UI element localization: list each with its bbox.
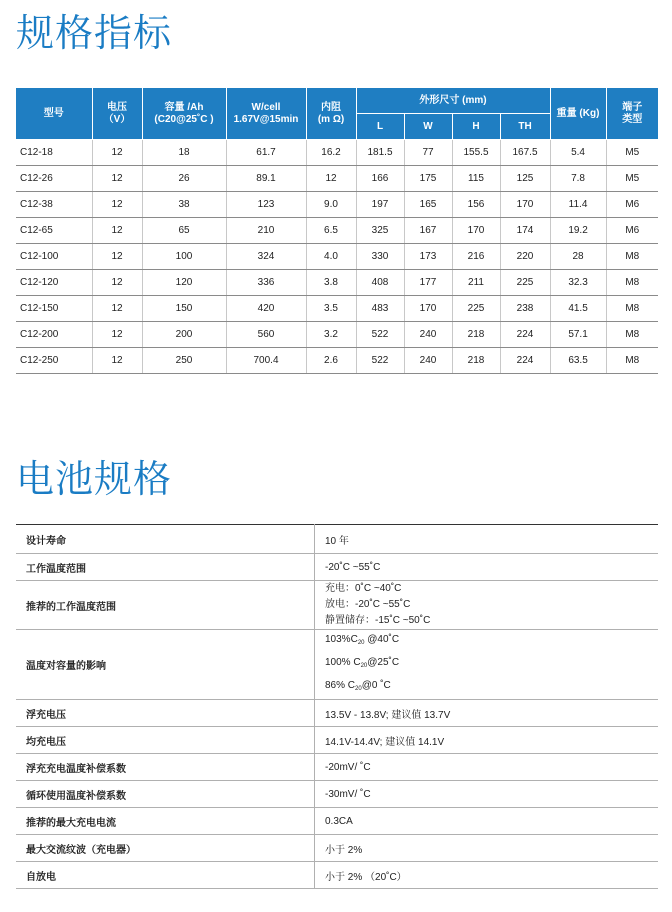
cell-dim-w: 175 — [404, 166, 452, 192]
spec-label: 浮充充电温度补偿系数 — [16, 754, 315, 781]
cell-dim-l: 483 — [356, 296, 404, 322]
list-item — [16, 835, 658, 862]
cell-weight: 11.4 — [550, 192, 606, 218]
spec-value: -30mV/ ˚C — [315, 781, 659, 808]
cell-dim-th: 224 — [500, 322, 550, 348]
cell-model: C12-150 — [16, 296, 92, 322]
cell-dim-h: 218 — [452, 348, 500, 374]
header-terminal: 端子 类型 — [606, 88, 658, 140]
table-row — [16, 166, 658, 192]
header-wcell: W/cell 1.67V@15min — [226, 88, 306, 140]
cell-terminal: M8 — [606, 270, 658, 296]
cell-resistance: 16.2 — [306, 140, 356, 166]
cell-terminal: M8 — [606, 296, 658, 322]
spec-value-line: 放电：-20˚C ~55˚C — [325, 599, 411, 610]
spec-value-line: 静置储存：-15˚C ~50˚C — [325, 615, 431, 626]
cell-dim-w: 177 — [404, 270, 452, 296]
cell-wcell: 210 — [226, 218, 306, 244]
table-row — [16, 192, 658, 218]
spec-value — [315, 630, 659, 700]
cell-dim-h: 155.5 — [452, 140, 500, 166]
battery-spec-table — [16, 524, 658, 889]
cell-weight: 41.5 — [550, 296, 606, 322]
header-dim-th: TH — [500, 114, 550, 140]
cell-weight: 32.3 — [550, 270, 606, 296]
cell-dim-l: 181.5 — [356, 140, 404, 166]
table-row — [16, 218, 658, 244]
spec-label: 自放电 — [16, 862, 315, 889]
spec-table — [16, 88, 658, 374]
cell-terminal: M5 — [606, 166, 658, 192]
cell-model: C12-120 — [16, 270, 92, 296]
header-voltage: 电压 （V） — [92, 88, 142, 140]
spec-value: 14.1V-14.4V; 建议值 14.1V — [315, 727, 659, 754]
header-resistance: 内阻 (m Ω) — [306, 88, 356, 140]
cell-dim-th: 170 — [500, 192, 550, 218]
table-row — [16, 322, 658, 348]
battery-section-title: 电池规格 — [16, 457, 173, 501]
list-item — [16, 862, 658, 889]
list-item — [16, 781, 658, 808]
cell-voltage: 12 — [92, 244, 142, 270]
header-dimensions: 外形尺寸 (mm) — [356, 88, 550, 114]
cell-wcell: 61.7 — [226, 140, 306, 166]
cell-dim-l: 197 — [356, 192, 404, 218]
cell-capacity: 100 — [142, 244, 226, 270]
cell-resistance: 9.0 — [306, 192, 356, 218]
header-dim-h: H — [452, 114, 500, 140]
cell-wcell: 700.4 — [226, 348, 306, 374]
spec-value-line: 86% $C_{20}@0$ ˚C — [325, 680, 391, 692]
cell-dim-th: 238 — [500, 296, 550, 322]
cell-weight: 7.8 — [550, 166, 606, 192]
cell-model: C12-38 — [16, 192, 92, 218]
cell-voltage: 12 — [92, 348, 142, 374]
spec-value-line: 100% $C_{20}@25˚C$ — [325, 657, 400, 669]
cell-weight: 63.5 — [550, 348, 606, 374]
spec-label: 最大交流纹波（充电器） — [16, 835, 315, 862]
spec-value: -20mV/ ˚C — [315, 754, 659, 781]
cell-terminal: M8 — [606, 322, 658, 348]
cell-dim-w: 165 — [404, 192, 452, 218]
cell-resistance: 3.2 — [306, 322, 356, 348]
spec-label: 温度对容量的影响 — [16, 630, 315, 700]
spec-section-title: 规格指标 — [16, 11, 173, 55]
spec-label: 均充电压 — [16, 727, 315, 754]
list-item — [16, 525, 658, 554]
spec-value: 13.5V - 13.8V; 建议值 13.7V — [315, 700, 659, 727]
cell-model: C12-18 — [16, 140, 92, 166]
list-item — [16, 700, 658, 727]
spec-value: -20˚C ~55˚C — [315, 554, 659, 581]
cell-model: C12-65 — [16, 218, 92, 244]
list-item — [16, 581, 658, 630]
cell-capacity: 26 — [142, 166, 226, 192]
spec-label: 浮充电压 — [16, 700, 315, 727]
cell-dim-l: 166 — [356, 166, 404, 192]
cell-dim-h: 156 — [452, 192, 500, 218]
spec-value: 小于 2% （20˚C） — [315, 862, 659, 889]
cell-model: C12-26 — [16, 166, 92, 192]
cell-capacity: 65 — [142, 218, 226, 244]
cell-dim-w: 240 — [404, 322, 452, 348]
table-row — [16, 244, 658, 270]
cell-voltage: 12 — [92, 192, 142, 218]
header-dim-l: L — [356, 114, 404, 140]
cell-resistance: 3.8 — [306, 270, 356, 296]
cell-dim-th: 220 — [500, 244, 550, 270]
spec-value: 小于 2% — [315, 835, 659, 862]
cell-capacity: 120 — [142, 270, 226, 296]
cell-dim-l: 522 — [356, 348, 404, 374]
cell-voltage: 12 — [92, 140, 142, 166]
cell-dim-th: 224 — [500, 348, 550, 374]
cell-dim-h: 216 — [452, 244, 500, 270]
cell-terminal: M5 — [606, 140, 658, 166]
cell-capacity: 150 — [142, 296, 226, 322]
header-dim-w: W — [404, 114, 452, 140]
header-model: 型号 — [16, 88, 92, 140]
cell-wcell: 420 — [226, 296, 306, 322]
cell-wcell: 324 — [226, 244, 306, 270]
table-row — [16, 270, 658, 296]
cell-terminal: M6 — [606, 218, 658, 244]
cell-weight: 19.2 — [550, 218, 606, 244]
cell-dim-th: 174 — [500, 218, 550, 244]
cell-resistance: 2.6 — [306, 348, 356, 374]
table-row — [16, 296, 658, 322]
cell-weight: 5.4 — [550, 140, 606, 166]
table-row — [16, 140, 658, 166]
cell-dim-l: 325 — [356, 218, 404, 244]
cell-dim-th: 167.5 — [500, 140, 550, 166]
cell-dim-h: 211 — [452, 270, 500, 296]
list-item — [16, 808, 658, 835]
list-item — [16, 727, 658, 754]
cell-voltage: 12 — [92, 166, 142, 192]
cell-dim-h: 115 — [452, 166, 500, 192]
list-item — [16, 754, 658, 781]
cell-dim-w: 173 — [404, 244, 452, 270]
header-weight: 重量 (Kg) — [550, 88, 606, 140]
cell-dim-h: 170 — [452, 218, 500, 244]
cell-resistance: 12 — [306, 166, 356, 192]
cell-dim-w: 167 — [404, 218, 452, 244]
cell-wcell: 336 — [226, 270, 306, 296]
cell-wcell: 560 — [226, 322, 306, 348]
cell-weight: 28 — [550, 244, 606, 270]
spec-value: 10 年 — [315, 525, 659, 554]
spec-label: 推荐的最大充电电流 — [16, 808, 315, 835]
cell-capacity: 38 — [142, 192, 226, 218]
cell-weight: 57.1 — [550, 322, 606, 348]
cell-model: C12-200 — [16, 322, 92, 348]
cell-wcell: 89.1 — [226, 166, 306, 192]
cell-dim-l: 408 — [356, 270, 404, 296]
spec-label: 工作温度范围 — [16, 554, 315, 581]
cell-capacity: 18 — [142, 140, 226, 166]
table-row — [16, 348, 658, 374]
cell-terminal: M8 — [606, 244, 658, 270]
cell-capacity: 250 — [142, 348, 226, 374]
spec-value — [315, 581, 659, 630]
cell-dim-w: 240 — [404, 348, 452, 374]
spec-label: 推荐的工作温度范围 — [16, 581, 315, 630]
spec-value: 0.3CA — [315, 808, 659, 835]
spec-label: 设计寿命 — [16, 525, 315, 554]
cell-resistance: 4.0 — [306, 244, 356, 270]
cell-dim-l: 522 — [356, 322, 404, 348]
cell-dim-w: 77 — [404, 140, 452, 166]
cell-model: C12-250 — [16, 348, 92, 374]
cell-voltage: 12 — [92, 322, 142, 348]
cell-model: C12-100 — [16, 244, 92, 270]
list-item — [16, 630, 658, 700]
cell-voltage: 12 — [92, 270, 142, 296]
list-item — [16, 554, 658, 581]
cell-dim-l: 330 — [356, 244, 404, 270]
cell-dim-th: 225 — [500, 270, 550, 296]
cell-dim-th: 125 — [500, 166, 550, 192]
cell-resistance: 3.5 — [306, 296, 356, 322]
cell-resistance: 6.5 — [306, 218, 356, 244]
cell-voltage: 12 — [92, 218, 142, 244]
cell-capacity: 200 — [142, 322, 226, 348]
cell-dim-w: 170 — [404, 296, 452, 322]
spec-value-line: 充电：0˚C ~40˚C — [325, 583, 402, 594]
cell-voltage: 12 — [92, 296, 142, 322]
spec-label: 循环使用温度补偿系数 — [16, 781, 315, 808]
header-capacity: 容量 /Ah (C20@25˚C ) — [142, 88, 226, 140]
cell-dim-h: 218 — [452, 322, 500, 348]
spec-value-line: $103\%C_{20}$ @40˚C — [325, 634, 400, 646]
cell-wcell: 123 — [226, 192, 306, 218]
cell-dim-h: 225 — [452, 296, 500, 322]
cell-terminal: M6 — [606, 192, 658, 218]
cell-terminal: M8 — [606, 348, 658, 374]
